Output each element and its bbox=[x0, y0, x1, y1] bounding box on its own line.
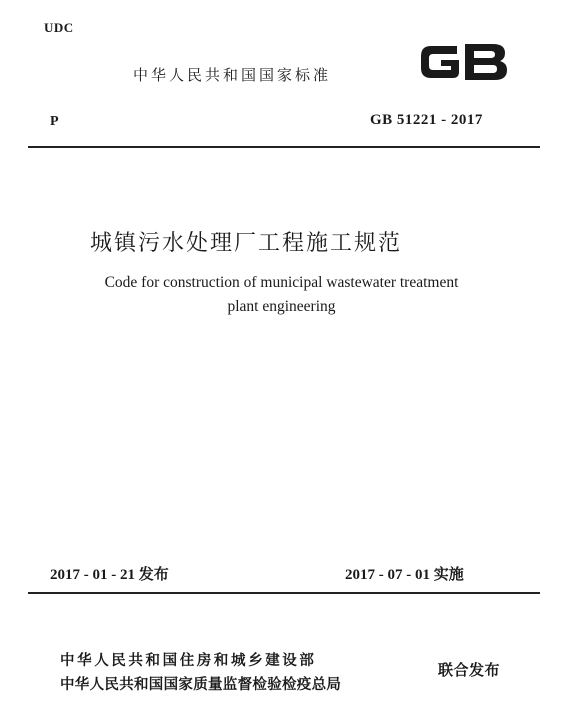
title-english-line1: Code for construction of municipal wastewater treatment bbox=[104, 274, 459, 291]
implementation-date: 2017 - 07 - 01 实施 bbox=[345, 567, 464, 583]
standard-number: GB 51221 - 2017 bbox=[370, 112, 483, 128]
issuer-ministry: 中华人民共和国住房和城乡建设部 bbox=[60, 653, 317, 669]
joint-issue-label: 联合发布 bbox=[438, 661, 501, 679]
issuer-aqsiq: 中华人民共和国国家质量监督检验检疫总局 bbox=[60, 677, 342, 693]
national-standard-label: 中华人民共和国国家标准 bbox=[133, 66, 332, 84]
issue-date: 2017 - 01 - 21 发布 bbox=[50, 567, 169, 583]
bottom-divider bbox=[28, 592, 540, 594]
top-divider bbox=[28, 146, 540, 148]
category-code: P bbox=[50, 114, 59, 129]
udc-label: UDC bbox=[44, 20, 74, 35]
title-chinese: 城镇污水处理厂工程施工规范 bbox=[90, 231, 403, 256]
gb-logo bbox=[417, 38, 509, 84]
title-english-line2: plant engineering bbox=[227, 298, 336, 315]
